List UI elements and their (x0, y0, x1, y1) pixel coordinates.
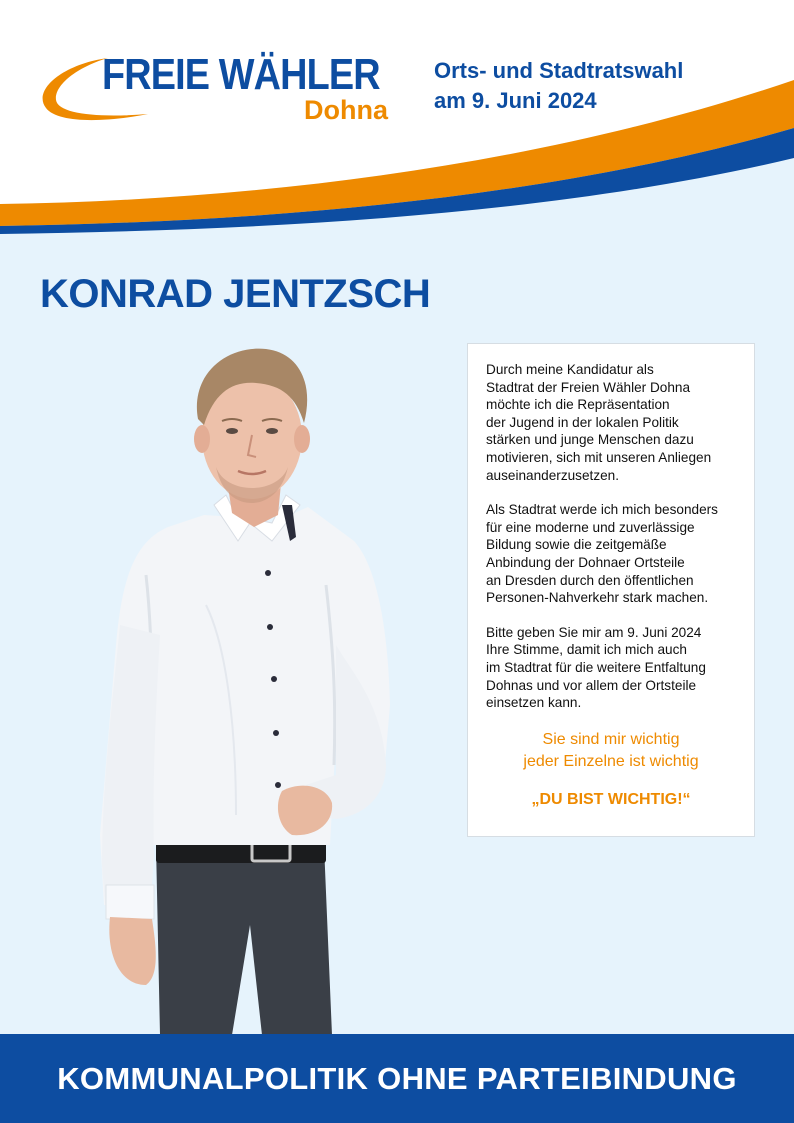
footer-slogan: KOMMUNALPOLITIK OHNE PARTEIBINDUNG (57, 1061, 737, 1096)
footer-bar (0, 1034, 794, 1123)
slogan: Sie sind mir wichtig jeder Einzelne ist wichtig (523, 730, 699, 770)
statement-box (467, 343, 755, 837)
election-line-1: Orts- und Stadtratswahl (434, 58, 684, 83)
header-band (0, 0, 794, 240)
statement-paragraph-3: Bitte geben Sie mir am 9. Juni 2024 Ihre Stimme, damit ich mich auch im Stadtrat für die weitere Entfaltung Dohnas und vor allem der Ortsteile einsetzen kann. (486, 624, 706, 711)
election-line-2: am 9. Juni 2024 (434, 88, 597, 113)
candidate-photo (86, 345, 416, 1035)
logo-main-text: FREIE WÄHLER (102, 50, 380, 99)
election-info (434, 56, 683, 116)
statement-paragraph-1: Durch meine Kandidatur als Stadtrat der Freien Wähler Dohna möchte ich die Repräsentation der Jugend in der lokalen Politik stärken und junge Menschen dazu motivieren, sich mit unseren Anliegen auseinanderzusetzen. (486, 362, 712, 483)
motto: „DU BIST WICHTIG!“ (531, 790, 691, 808)
logo (38, 44, 408, 129)
logo-sub-text: Dohna (304, 95, 388, 125)
statement-paragraph-2: Als Stadtrat werde ich mich besonders für eine moderne und zuverlässige Bildung sowie die zeitgemäße Anbindung der Dohnaer Ortsteile an Dresden durch den öffentlichen Personen-Nahverkehr stark machen. (486, 502, 718, 606)
candidate-name: KONRAD JENTZSCH (40, 272, 431, 316)
